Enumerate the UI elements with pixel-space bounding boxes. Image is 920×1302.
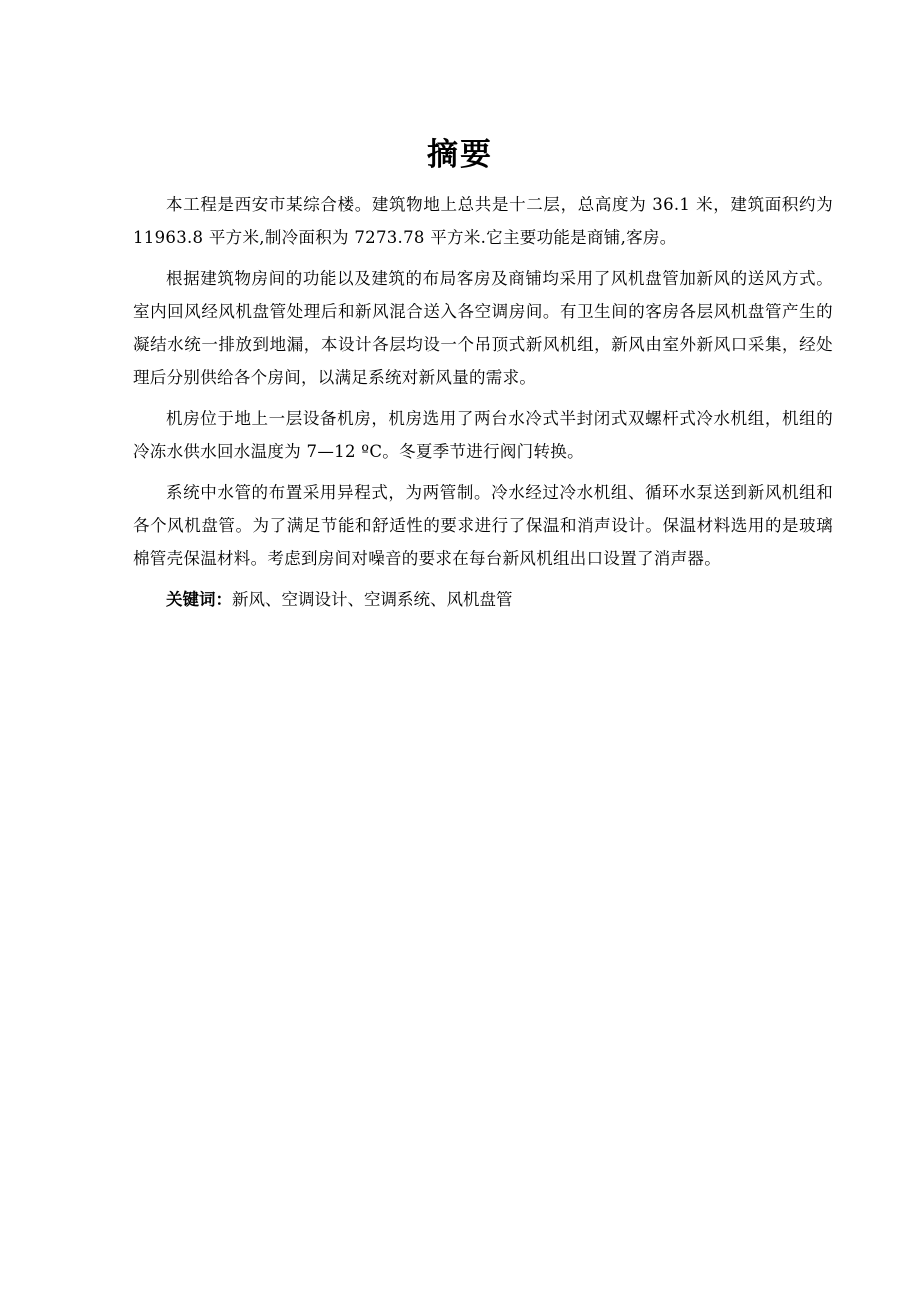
keywords-label: 关键词： [166, 590, 232, 609]
keywords-value: 新风、空调设计、空调系统、风机盘管 [232, 590, 513, 609]
abstract-paragraph-3: 机房位于地上一层设备机房，机房选用了两台水冷式半封闭式双螺杆式冷水机组，机组的冷冻水供水回水温度为 7—12 ºC。冬夏季节进行阀门转换。 [133, 409, 833, 461]
page-title: 摘要 [427, 137, 493, 173]
abstract-paragraph-4: 系统中水管的布置采用异程式，为两管制。冷水经过冷水机组、循环水泵送到新风机组和各个风机盘管。为了满足节能和舒适性的要求进行了保温和消声设计。保温材料选用的是玻璃棉管壳保温材料。考虑到房间对噪音的要求在每台新风机组出口设置了消声器。 [133, 483, 833, 568]
keywords-line [133, 583, 833, 616]
abstract-body [133, 188, 833, 616]
abstract-paragraph-2: 根据建筑物房间的功能以及建筑的布局客房及商铺均采用了风机盘管加新风的送风方式。室内回风经风机盘管处理后和新风混合送入各空调房间。有卫生间的客房各层风机盘管产生的凝结水统一排放到地漏，本设计各层均设一个吊顶式新风机组，新风由室外新风口采集，经处理后分别供给各个房间，以满足系统对新风量的需求。 [133, 269, 833, 387]
abstract-paragraph-1: 本工程是西安市某综合楼。建筑物地上总共是十二层，总高度为 36.1 米，建筑面积约为 11963.8 平方米,制冷面积为 7273.78 平方米.它主要功能是商铺,客房。 [133, 195, 833, 247]
